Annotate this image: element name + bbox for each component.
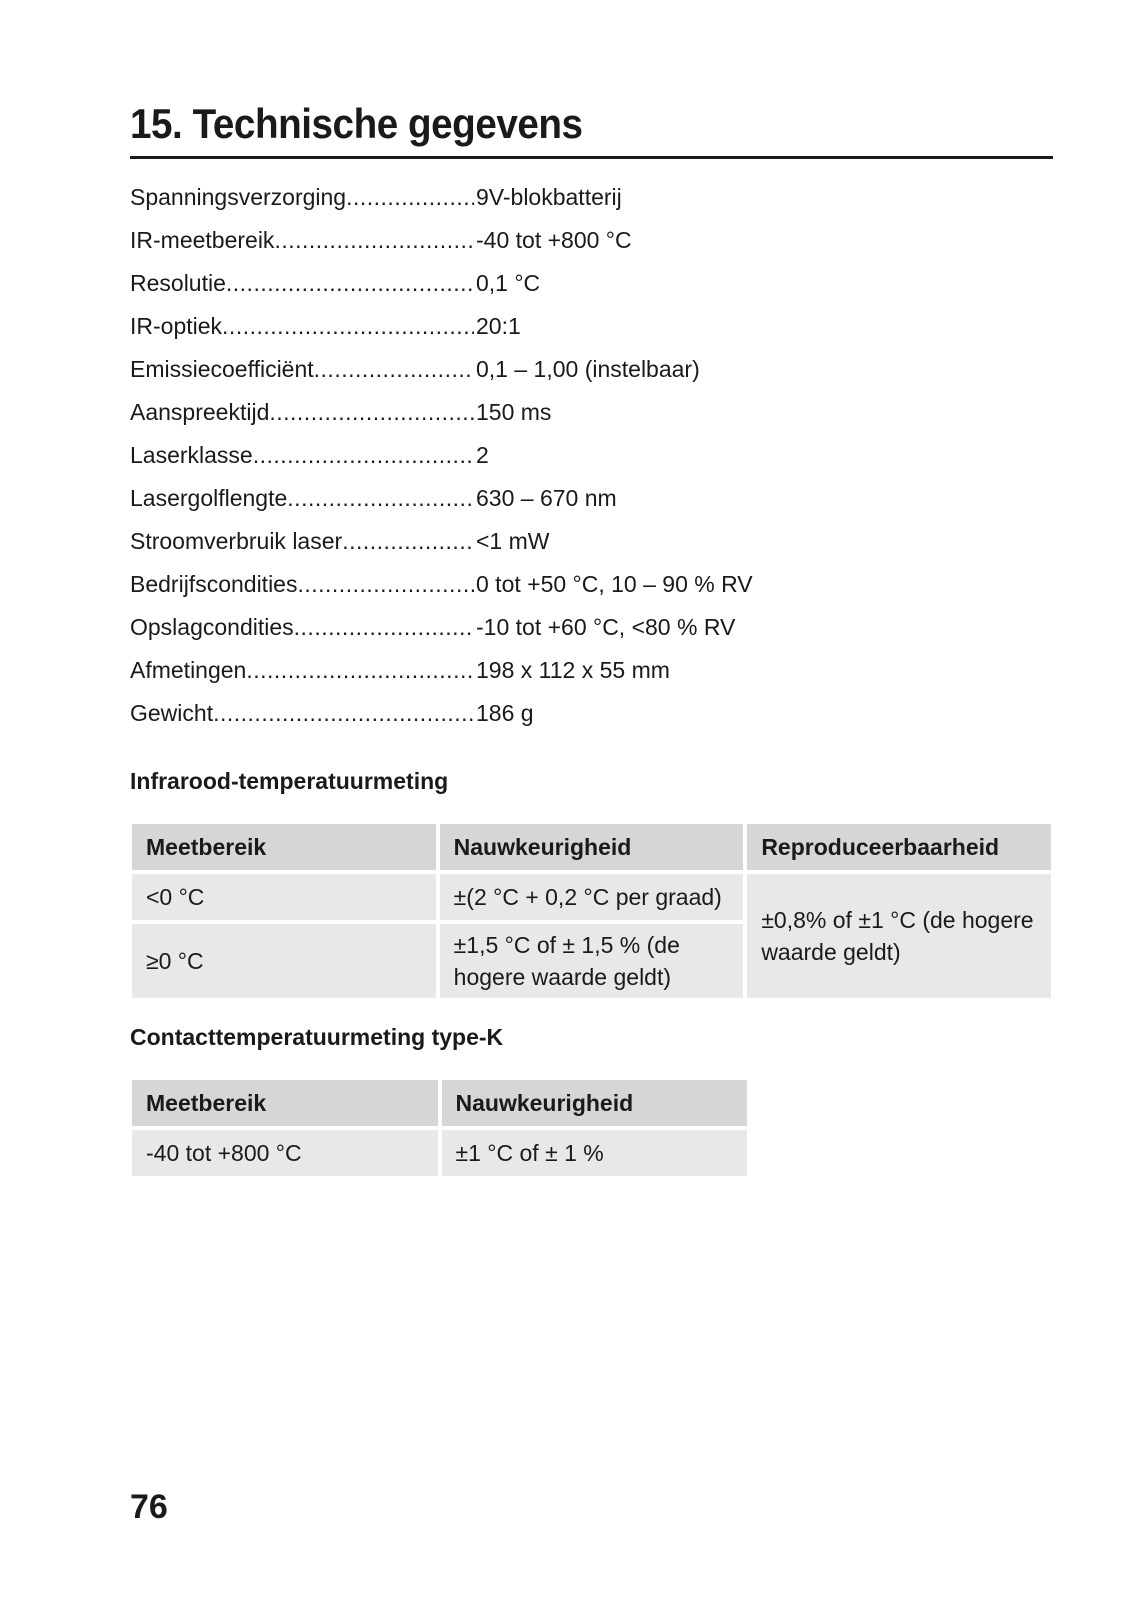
- spec-value: 9V-blokbatterij: [476, 184, 622, 210]
- spec-row: [130, 399, 890, 442]
- spec-row: [130, 571, 890, 614]
- spec-row: [130, 700, 890, 743]
- page-title: 15. Technische gegevens: [130, 100, 583, 147]
- dot-leader: [342, 528, 474, 555]
- range-cell: ≥0 °C: [132, 924, 436, 998]
- spec-value: <1 mW: [476, 528, 550, 554]
- spec-label: Stroomverbruik laser: [130, 528, 343, 554]
- dot-leader: [269, 399, 474, 426]
- table-row: [132, 874, 1051, 920]
- dot-leader: [213, 700, 474, 727]
- spec-label: Bedrijfscondities: [130, 571, 298, 597]
- spec-label: Afmetingen: [130, 657, 247, 683]
- dot-leader: [314, 356, 474, 383]
- dot-leader: [274, 227, 474, 254]
- spec-row: [130, 356, 890, 399]
- column-header: Nauwkeurigheid: [442, 1080, 748, 1126]
- dot-leader: [294, 614, 474, 641]
- range-cell: <0 °C: [132, 874, 436, 920]
- spec-row: [130, 270, 890, 313]
- accuracy-cell: ±(2 °C + 0,2 °C per graad): [440, 874, 744, 920]
- infrared-table: [128, 820, 1055, 1002]
- dot-leader: [253, 442, 474, 469]
- column-header: Meetbereik: [132, 824, 436, 870]
- spec-label: IR-meetbereik: [130, 227, 275, 253]
- spec-row: [130, 184, 890, 227]
- spec-value: 20:1: [476, 313, 521, 339]
- spec-value: 0,1 – 1,00 (instelbaar): [476, 356, 700, 382]
- spec-row: [130, 227, 890, 270]
- spec-row: [130, 657, 890, 700]
- spec-row: [130, 528, 890, 571]
- page-number: 76: [130, 1488, 168, 1526]
- accuracy-cell: ±1,5 °C of ± 1,5 % (de hogere waarde geldt): [440, 924, 744, 998]
- spec-value: -10 tot +60 °C, <80 % RV: [476, 614, 736, 640]
- spec-label: Lasergolflengte: [130, 485, 288, 511]
- dot-leader: [246, 657, 474, 684]
- infrared-heading: Infrarood-temperatuurmeting: [130, 768, 449, 794]
- table-header-row: [132, 824, 1051, 870]
- column-header: Meetbereik: [132, 1080, 438, 1126]
- spec-label: Emissiecoefficiënt: [130, 356, 314, 382]
- spec-label: Spanningsverzorging: [130, 184, 347, 210]
- contact-table: [128, 1076, 751, 1180]
- dot-leader: [222, 313, 474, 340]
- range-cell: -40 tot +800 °C: [132, 1130, 438, 1176]
- spec-value: 0,1 °C: [476, 270, 541, 296]
- spec-label: Gewicht: [130, 700, 214, 726]
- spec-label: Aanspreektijd: [130, 399, 270, 425]
- spec-value: 630 – 670 nm: [476, 485, 617, 511]
- reproducibility-cell: ±0,8% of ±1 °C (de hogere waarde geldt): [747, 874, 1051, 998]
- spec-value: 186 g: [476, 700, 534, 726]
- table-row: [132, 1130, 747, 1176]
- spec-row: [130, 313, 890, 356]
- dot-leader: [346, 184, 474, 211]
- spec-value: 150 ms: [476, 399, 552, 425]
- spec-label: Laserklasse: [130, 442, 253, 468]
- spec-value: 198 x 112 x 55 mm: [476, 657, 670, 683]
- spec-row: [130, 614, 890, 657]
- column-header: Nauwkeurigheid: [440, 824, 744, 870]
- spec-label: Opslagcondities: [130, 614, 294, 640]
- dot-leader: [226, 270, 474, 297]
- spec-value: -40 tot +800 °C: [476, 227, 632, 253]
- contact-heading: Contacttemperatuurmeting type-K: [130, 1024, 504, 1050]
- spec-label: Resolutie: [130, 270, 226, 296]
- title-divider: [130, 156, 1053, 159]
- table-header-row: [132, 1080, 747, 1126]
- dot-leader: [297, 571, 474, 598]
- spec-label: IR-optiek: [130, 313, 223, 339]
- spec-value: 2: [476, 442, 489, 468]
- spec-row: [130, 485, 890, 528]
- accuracy-cell: ±1 °C of ± 1 %: [442, 1130, 748, 1176]
- column-header: Reproduceerbaarheid: [747, 824, 1051, 870]
- spec-value: 0 tot +50 °C, 10 – 90 % RV: [476, 571, 753, 597]
- spec-list: [130, 184, 890, 743]
- dot-leader: [287, 485, 474, 512]
- spec-row: [130, 442, 890, 485]
- manual-page: [130, 0, 1053, 1600]
